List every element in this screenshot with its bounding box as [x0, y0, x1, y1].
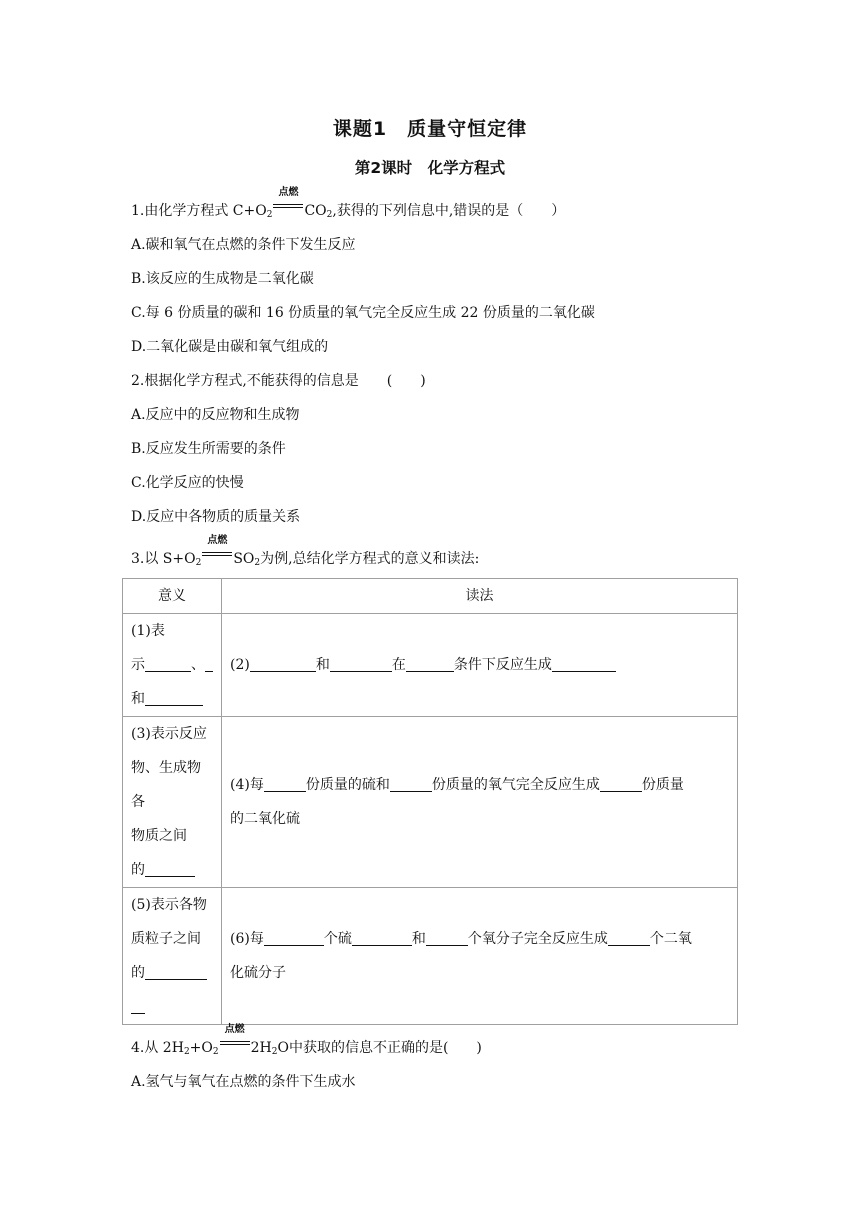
reaction-condition-arrow: 点燃 — [202, 549, 232, 563]
question-2-option-b: B.反应发生所需要的条件 — [131, 441, 286, 457]
question-4-stem: 4.从 $2H_2+O_2$ 点燃 $2H_2O$中获取的信息不正确的是( ) — [131, 1024, 482, 1057]
question-1-stem: 1.由化学方程式 $C+O_2$ 点燃 $CO_2$,获得的下列信息中,错误的是（ ） — [131, 187, 566, 220]
table-header-meaning: 意义 — [123, 579, 222, 614]
table-row — [123, 717, 738, 888]
question-2-option-c: C.化学反应的快慢 — [131, 475, 244, 491]
question-1-option-a: A.碳和氧气在点燃的条件下发生反应 — [131, 237, 356, 253]
meaning-reading-table — [122, 578, 738, 1025]
table-cell-meaning-3: (5)表示各物 质粒子之间 的 — [123, 888, 222, 1025]
reaction-condition-arrow: 点燃 — [273, 201, 303, 215]
table-header-row — [123, 579, 738, 614]
table-cell-reading-1: (2) 和 在 条件下反应生成 — [222, 614, 738, 717]
question-2-option-d: D.反应中各物质的质量关系 — [131, 509, 301, 525]
question-4-option-a: A.氢气与氧气在点燃的条件下生成水 — [131, 1074, 356, 1090]
page-subtitle: 第2课时 化学方程式 — [354, 159, 506, 177]
table-cell-reading-2: (4)每 份质量的硫和 份质量的氧气完全反应生成 份质量 的二氧化硫 — [222, 717, 738, 888]
reaction-condition-arrow: 点燃 — [220, 1038, 250, 1052]
question-2-stem: 2.根据化学方程式,不能获得的信息是 ( ) — [131, 373, 426, 389]
question-1-option-c: C.每 6 份质量的碳和 16 份质量的氧气完全反应生成 22 份质量的二氧化碳 — [131, 305, 595, 321]
table-cell-reading-3: (6)每 个硫 和 个氧分子完全反应生成 个二氧 化硫分子 — [222, 888, 738, 1025]
page-title: 课题1 质量守恒定律 — [332, 118, 528, 140]
table-header-reading: 读法 — [222, 579, 738, 614]
table-row — [123, 888, 738, 1025]
table-row — [123, 614, 738, 717]
question-1-option-d: D.二氧化碳是由碳和氧气组成的 — [131, 339, 329, 355]
question-3-stem: 3.以 $S+O_2$ 点燃 $SO_2$为例,总结化学方程式的意义和读法: — [131, 535, 480, 568]
table-cell-meaning-2: (3)表示反应 物、生成物各 物质之间 的 — [123, 717, 222, 888]
table-cell-meaning-1: (1)表 示 、 和 — [123, 614, 222, 717]
question-2-option-a: A.反应中的反应物和生成物 — [131, 407, 300, 423]
question-1-option-b: B.该反应的生成物是二氧化碳 — [131, 271, 314, 287]
